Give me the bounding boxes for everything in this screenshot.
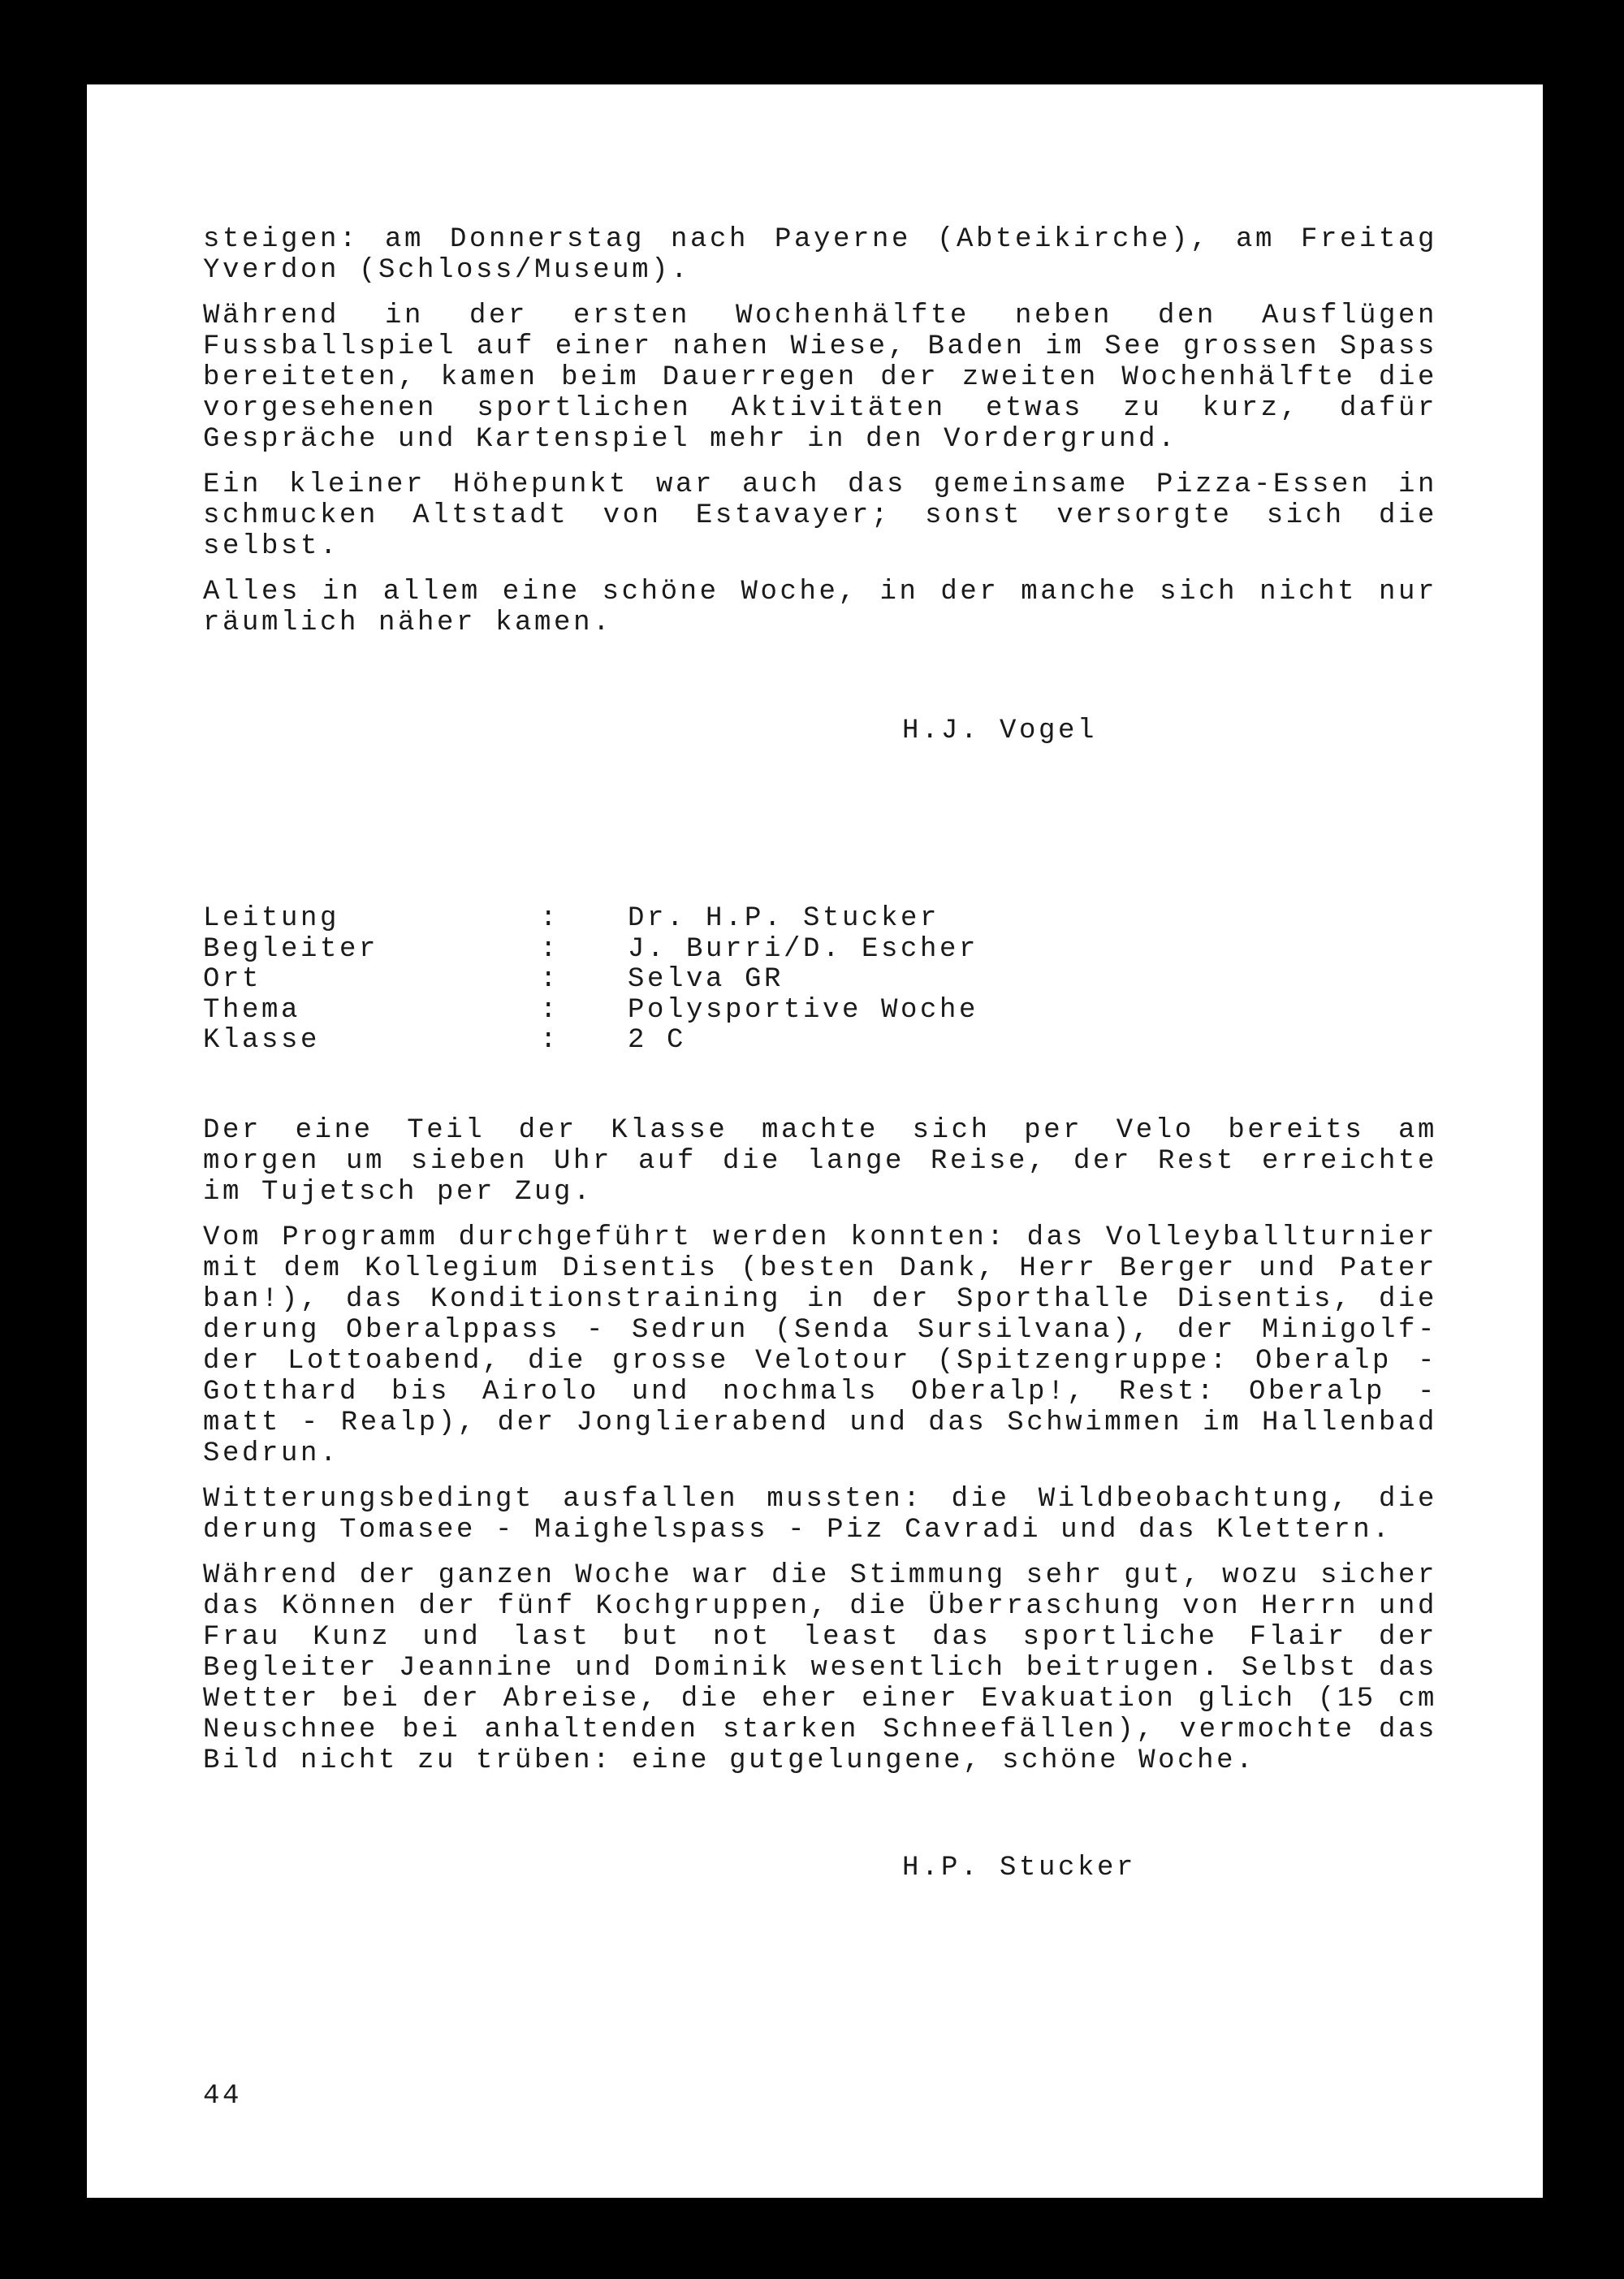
paragraph — [203, 1115, 1437, 1208]
info-row — [203, 903, 1015, 934]
info-row — [203, 934, 1015, 965]
info-separator: : — [540, 1025, 560, 1057]
text-line: der Lottoabend, die grosse Velotour (Spitzengruppe: Oberalp - — [203, 1346, 1437, 1377]
text-line: Der eine Teil der Klasse machte sich per Velo bereits am — [203, 1115, 1437, 1146]
report-section-2 — [203, 1115, 1437, 1791]
text-line: Witterungsbedingt ausfallen mussten: die Wildbeobachtung, die — [203, 1484, 1437, 1515]
text-line: räumlich näher kamen. — [203, 608, 613, 638]
info-value: J. Burri/D. Escher — [628, 933, 979, 965]
paragraph — [203, 301, 1437, 455]
text-line: Bild nicht zu trüben: eine gutgelungene, schöne Woche. — [203, 1745, 1256, 1776]
text-line: Vom Programm durchgeführt werden konnten: das Volleyballturnier — [203, 1222, 1437, 1253]
info-value: Dr. H.P. Stucker — [628, 903, 940, 934]
signature-stucker: H.P. Stucker — [902, 1853, 1137, 1883]
info-value: Selva GR — [628, 964, 784, 996]
info-table — [203, 903, 1015, 1056]
text-line: vorgesehenen sportlichen Aktivitäten etwas zu kurz, dafür — [203, 393, 1437, 424]
text-line: Während in der ersten Wochenhälfte neben den Ausflügen — [203, 301, 1437, 331]
text-line: selbst. — [203, 531, 340, 562]
text-line: Alles in allem eine schöne Woche, in der manche sich nicht nur — [203, 577, 1437, 608]
text-line: Gotthard bis Airolo und nochmals Oberalp!, Rest: Oberalp - — [203, 1377, 1437, 1408]
info-label: Klasse — [203, 1025, 321, 1057]
info-separator: : — [540, 964, 560, 996]
text-line: ban!), das Konditionstraining in der Sporthalle Disentis, die — [203, 1284, 1437, 1315]
text-line: Yverdon (Schloss/Museum). — [203, 255, 691, 286]
signature-vogel: H.J. Vogel — [902, 716, 1098, 746]
info-separator: : — [540, 994, 560, 1026]
info-separator: : — [540, 933, 560, 965]
paragraph — [203, 1222, 1437, 1469]
text-line: Neuschnee bei anhaltenden starken Schneefällen), vermochte das — [203, 1715, 1437, 1745]
info-separator: : — [540, 903, 560, 934]
info-label: Thema — [203, 994, 301, 1026]
text-line: Während der ganzen Woche war die Stimmung sehr gut, wozu sicher — [203, 1560, 1437, 1591]
info-label: Leitung — [203, 903, 340, 934]
text-line: derung Oberalppass - Sedrun (Senda Sursilvana), der Minigolf- — [203, 1315, 1437, 1346]
text-line: derung Tomasee - Maighelspass - Piz Cavradi und das Klettern. — [203, 1515, 1393, 1546]
text-line: bereiteten, kamen beim Dauerregen der zweiten Wochenhälfte die — [203, 362, 1437, 393]
text-line: im Tujetsch per Zug. — [203, 1177, 594, 1208]
text-line: Gespräche und Kartenspiel mehr in den Vordergrund. — [203, 424, 1178, 455]
paragraph — [203, 577, 1437, 638]
text-line: steigen: am Donnerstag nach Payerne (Abteikirche), am Freitag — [203, 224, 1437, 255]
info-row — [203, 964, 1015, 995]
text-line: das Können der fünf Kochgruppen, die Überraschung von Herrn und — [203, 1591, 1437, 1622]
text-line: matt - Realp), der Jonglierabend und das Schwimmen im Hallenbad — [203, 1408, 1437, 1438]
info-row — [203, 995, 1015, 1026]
info-value: 2 C — [628, 1025, 687, 1057]
paragraph — [203, 224, 1437, 286]
page-number: 44 — [203, 2081, 243, 2112]
info-row — [203, 1025, 1015, 1056]
text-line: Begleiter Jeannine und Dominik wesentlich beitrugen. Selbst das — [203, 1653, 1437, 1684]
text-line: Ein kleiner Höhepunkt war auch das gemeinsame Pizza-Essen in — [203, 469, 1437, 500]
text-line: mit dem Kollegium Disentis (besten Dank, Herr Berger und Pater — [203, 1253, 1437, 1284]
paragraph — [203, 1560, 1437, 1776]
paragraph — [203, 1484, 1437, 1546]
text-line: Wetter bei der Abreise, die eher einer Evakuation glich (15 cm — [203, 1684, 1437, 1715]
text-line: Fussballspiel auf einer nahen Wiese, Baden im See grossen Spass — [203, 331, 1437, 362]
paragraph — [203, 469, 1437, 562]
text-line: morgen um sieben Uhr auf die lange Reise, der Rest erreichte — [203, 1146, 1437, 1177]
info-label: Begleiter — [203, 933, 379, 965]
text-line: Sedrun. — [203, 1438, 340, 1469]
info-label: Ort — [203, 964, 262, 996]
info-value: Polysportive Woche — [628, 994, 979, 1026]
text-line: schmucken Altstadt von Estavayer; sonst versorgte sich die — [203, 500, 1437, 531]
text-line: Frau Kunz und last but not least das sportliche Flair der — [203, 1622, 1437, 1653]
report-section-1 — [203, 224, 1437, 653]
